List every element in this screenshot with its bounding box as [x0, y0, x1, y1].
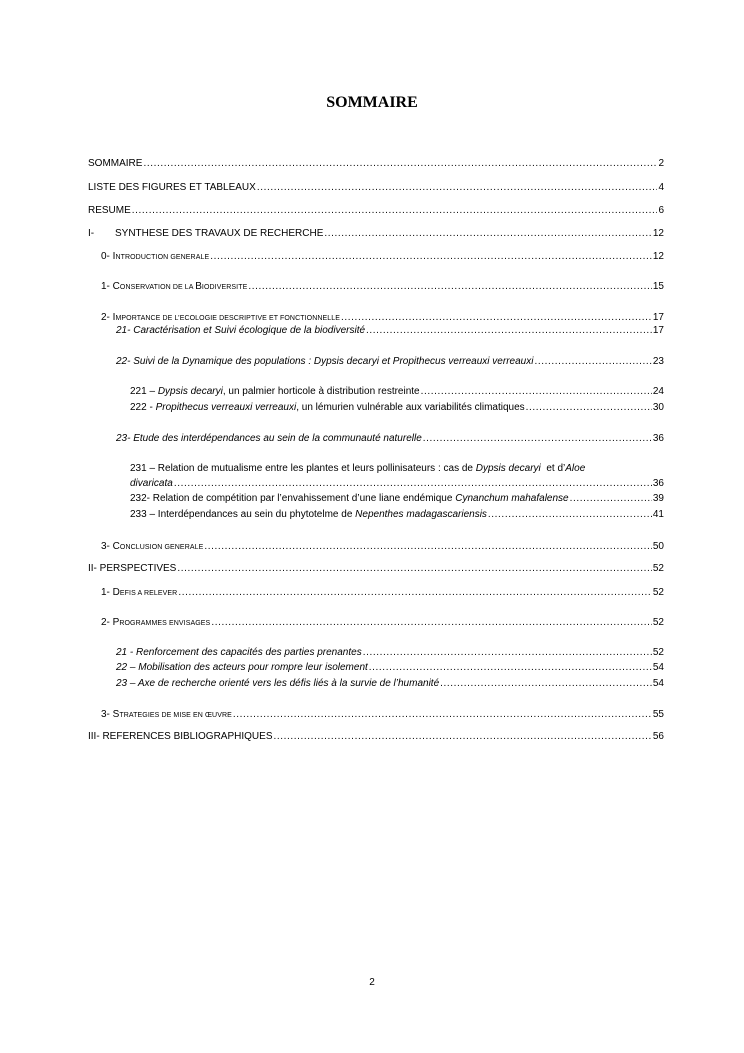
toc-leader	[210, 250, 652, 263]
toc-prefix: 3- S	[101, 709, 120, 720]
toc-label	[130, 508, 487, 521]
toc-entry-232[interactable]	[130, 492, 664, 505]
toc-leader	[204, 540, 651, 553]
toc-label	[101, 708, 232, 722]
toc-label: 21- Caractérisation et Suivi écologique de la biodiversité	[116, 325, 366, 336]
toc-entry-introduction[interactable]	[101, 250, 664, 264]
toc-page: 50	[652, 541, 664, 552]
toc-leader	[211, 616, 652, 629]
toc-page: 2	[658, 158, 664, 169]
toc-entry-221[interactable]	[130, 385, 664, 398]
toc-smallcaps: IODIVERSITE	[201, 284, 248, 291]
toc-leader	[421, 385, 652, 398]
toc-leader	[570, 492, 652, 505]
toc-leader	[534, 355, 651, 368]
toc-label	[130, 385, 420, 398]
toc-page: 12	[652, 251, 664, 262]
toc-page: 52	[652, 587, 664, 598]
toc-species: Aloe	[565, 463, 586, 474]
toc-number: 221 –	[130, 386, 158, 397]
toc-entry-22[interactable]	[116, 355, 664, 368]
toc-page: 56	[652, 731, 664, 742]
toc-entry-231-line2[interactable]	[130, 477, 664, 490]
toc-label	[101, 616, 210, 630]
toc-text: , un palmier horticole à distribution restreinte	[222, 386, 420, 397]
toc-page: 30	[652, 402, 664, 413]
toc-entry-p21[interactable]	[116, 646, 664, 659]
toc-page: 15	[652, 281, 664, 292]
toc-leader	[248, 280, 652, 293]
toc-page: 36	[652, 478, 664, 489]
toc-leader	[132, 204, 658, 217]
toc-prefix: 1- C	[101, 281, 120, 292]
toc-text: 232- Relation de compétition par l’envahissement d’une liane endémique	[130, 493, 456, 504]
toc-prefix: 2- I	[101, 312, 116, 323]
toc-entry-part-1[interactable]	[88, 227, 664, 240]
toc-label: LISTE DES FIGURES ET TABLEAUX	[88, 182, 256, 193]
toc-species: Dypsis decaryi	[157, 386, 223, 397]
toc-prefix: 3- C	[101, 541, 120, 552]
toc-label	[130, 492, 569, 505]
toc-entry-strategies[interactable]	[101, 708, 664, 722]
toc-species: Dypsis decaryi	[475, 463, 541, 474]
toc-leader	[177, 562, 652, 575]
toc-smallcaps: MPORTANCE DE L’ECOLOGIE DESCRIPTIVE ET FONCTIONNELLE	[115, 315, 341, 322]
page-number: 2	[369, 977, 375, 988]
toc-part-number: I-	[88, 228, 95, 239]
toc-leader	[440, 677, 652, 690]
toc-part-title: SYNTHESE DES TRAVAUX DE RECHERCHE	[115, 228, 324, 239]
toc-page: 24	[652, 386, 664, 397]
toc-leader	[143, 157, 657, 170]
toc-label	[101, 586, 177, 600]
toc-number: 222 -	[130, 402, 156, 413]
toc-smallcaps: ONCLUSION GENERALE	[119, 544, 204, 551]
toc-leader	[257, 181, 658, 194]
toc-page: 4	[658, 182, 664, 193]
toc-label: 23- Etude des interdépendances au sein de la communauté naturelle	[116, 433, 422, 444]
toc-leader	[488, 508, 652, 521]
toc-label: 22 – Mobilisation des acteurs pour rompre leur isolement	[116, 662, 368, 673]
toc-label	[130, 401, 525, 414]
toc-label: RESUME	[88, 205, 131, 216]
toc-text: 231 – Relation de mutualisme entre les plantes et leurs pollinisateurs : cas de	[130, 463, 476, 474]
toc-label: 21 - Renforcement des capacités des parties prenantes	[116, 647, 362, 658]
toc-species: Cynanchum mahafalense	[455, 493, 569, 504]
toc-page: 12	[652, 228, 664, 239]
toc-page: 54	[652, 678, 664, 689]
toc-leader	[273, 730, 651, 743]
toc-entry-sommaire[interactable]	[88, 157, 664, 170]
toc-label: 23 – Axe de recherche orienté vers les défis liés à la survie de l’humanité	[116, 678, 440, 689]
toc-entry-23[interactable]	[116, 432, 664, 445]
toc-species: divaricata	[130, 478, 173, 489]
toc-page: 6	[658, 205, 664, 216]
toc-text: et d’	[540, 463, 566, 474]
toc-label: SOMMAIRE	[88, 158, 143, 169]
toc-entry-21[interactable]	[116, 324, 664, 337]
toc-label	[101, 280, 247, 294]
toc-entry-222[interactable]	[130, 401, 664, 414]
toc-smallcaps: EFIS A RELEVER	[119, 590, 178, 597]
toc-entry-defis[interactable]	[101, 586, 664, 600]
toc-entry-resume[interactable]	[88, 204, 664, 217]
toc-prefix: 0- I	[101, 251, 116, 262]
toc-page: 52	[652, 617, 664, 628]
toc-label	[88, 227, 323, 240]
toc-page: 55	[652, 709, 664, 720]
toc-entry-liste-figures[interactable]	[88, 181, 664, 194]
toc-entry-233[interactable]	[130, 508, 664, 521]
toc-entry-p23[interactable]	[116, 677, 664, 690]
toc-label	[101, 250, 209, 264]
toc-entry-part-2[interactable]	[88, 562, 664, 575]
toc-page: 54	[652, 662, 664, 673]
toc-entry-ecologie[interactable]	[101, 311, 664, 325]
toc-leader	[174, 477, 652, 490]
toc-cap: B	[195, 281, 202, 292]
toc-species: Nepenthes madagascariensis	[355, 509, 487, 520]
toc-leader	[366, 324, 652, 337]
toc-leader	[363, 646, 652, 659]
page-title: SOMMAIRE	[326, 94, 418, 111]
toc-prefix: 1- D	[101, 587, 120, 598]
toc-label	[101, 311, 340, 325]
toc-leader	[526, 401, 652, 414]
toc-text: 233 – Interdépendances au sein du phytotelme de	[130, 509, 356, 520]
toc-label: III- REFERENCES BIBLIOGRAPHIQUES	[88, 731, 273, 742]
toc-leader	[369, 661, 652, 674]
toc-page: 52	[652, 563, 664, 574]
toc-leader	[178, 586, 652, 599]
toc-label	[101, 540, 203, 554]
toc-smallcaps: ROGRAMMES ENVISAGES	[119, 620, 211, 627]
toc-leader	[324, 227, 652, 240]
toc-smallcaps: NTRODUCTION GENERALE	[115, 254, 210, 261]
toc-label: 22- Suivi de la Dynamique des populations : Dypsis decaryi et Propithecus verreauxi verreauxi	[116, 356, 534, 367]
toc-leader	[233, 708, 652, 721]
toc-page: 39	[652, 493, 664, 504]
toc-entry-p22[interactable]	[116, 661, 664, 674]
toc-smallcaps: ONSERVATION DE LA	[119, 284, 196, 291]
toc-page: 36	[652, 433, 664, 444]
toc-page: 17	[652, 312, 664, 323]
toc-entry-231-line1[interactable]	[130, 462, 585, 475]
toc-leader	[341, 311, 652, 324]
toc-label: II- PERSPECTIVES	[88, 563, 177, 574]
toc-species: Propithecus verreauxi verreauxi	[155, 402, 297, 413]
toc-prefix: 2- P	[101, 617, 120, 628]
toc-leader	[423, 432, 652, 445]
toc-smallcaps: TRATEGIES DE MISE EN ŒUVRE	[119, 712, 232, 719]
toc-entry-programmes[interactable]	[101, 616, 664, 630]
toc-page: 52	[652, 647, 664, 658]
toc-text: , un lémurien vulnérable aux variabilités climatiques	[296, 402, 525, 413]
toc-page: 41	[652, 509, 664, 520]
toc-page: 17	[652, 325, 664, 336]
toc-entry-conservation[interactable]	[101, 280, 664, 294]
toc-page: 23	[652, 356, 664, 367]
toc-entry-part-3[interactable]	[88, 730, 664, 743]
toc-entry-conclusion[interactable]	[101, 540, 664, 554]
